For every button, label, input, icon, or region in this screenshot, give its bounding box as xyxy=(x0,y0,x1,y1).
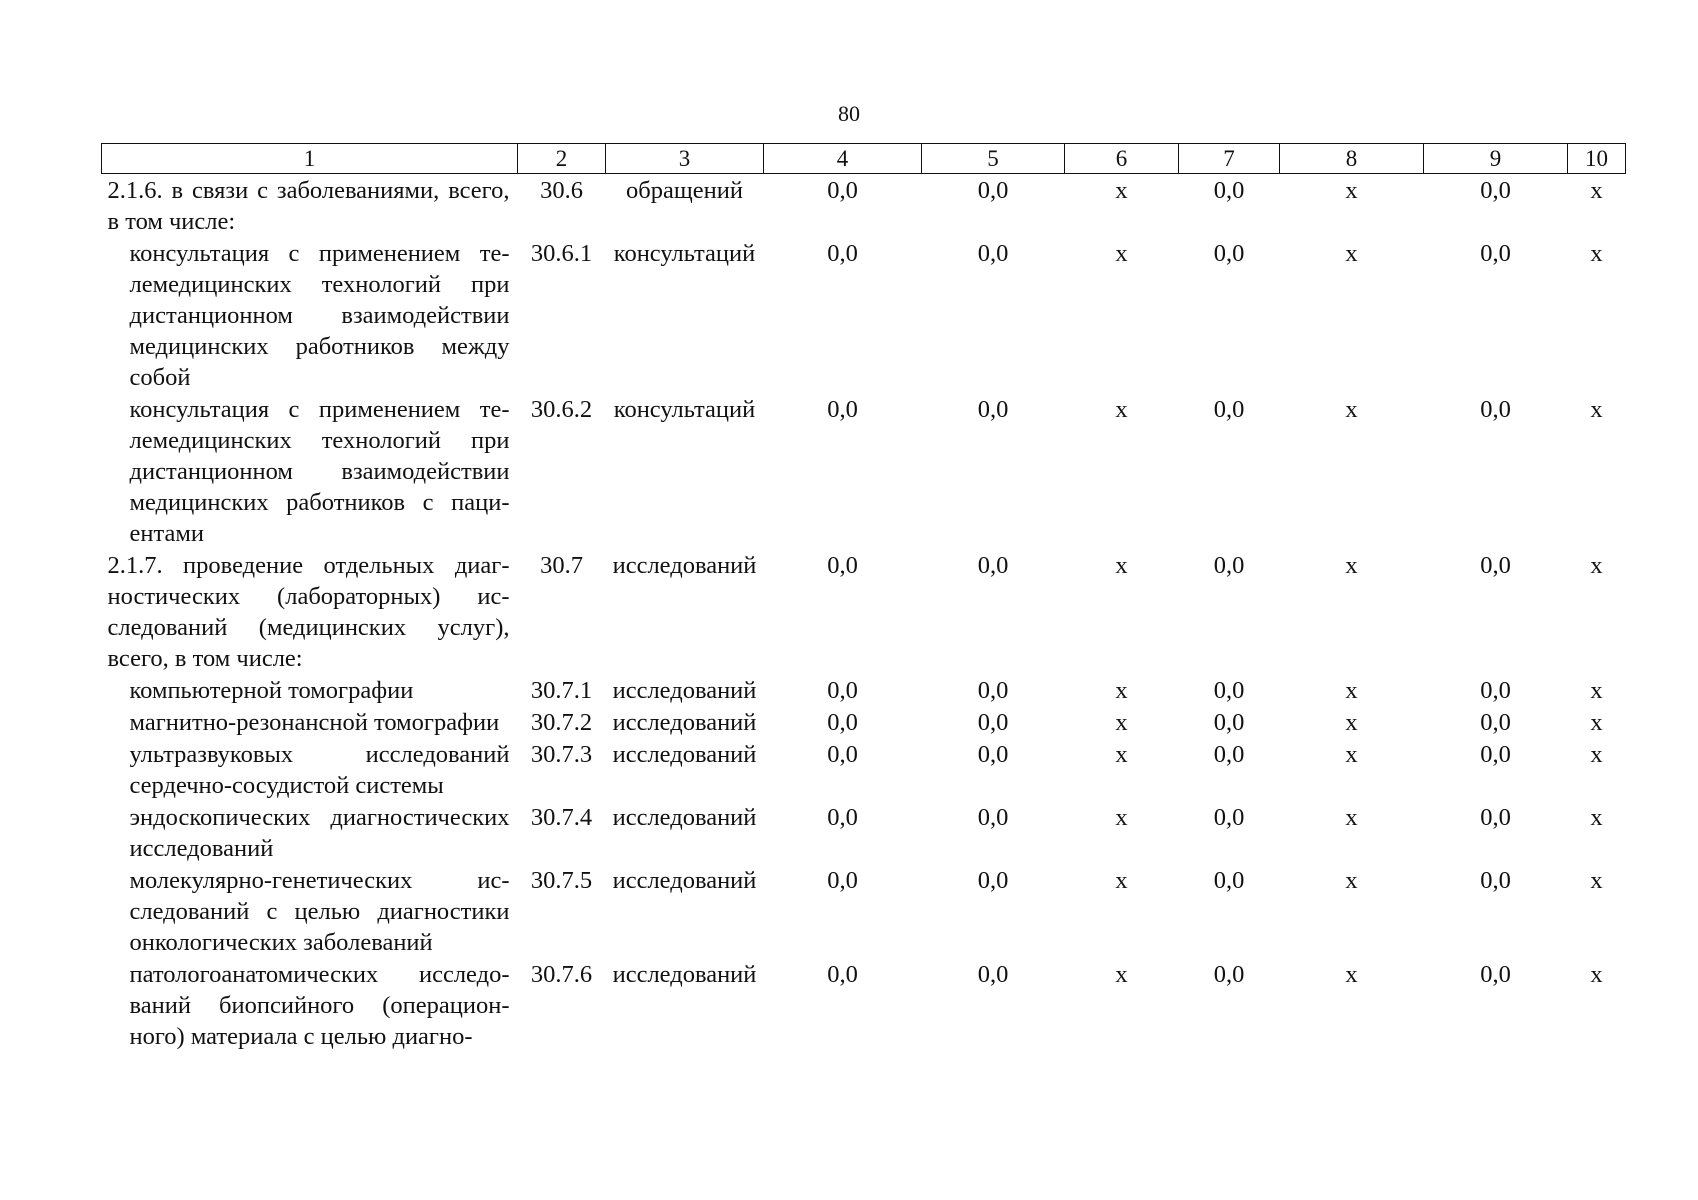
cell-unit: исследований xyxy=(612,552,757,579)
cell-v5: 0,0 xyxy=(977,240,1009,267)
cell-v10: х xyxy=(1590,741,1603,768)
table-row xyxy=(102,706,1626,738)
cell-v9: 0,0 xyxy=(1480,677,1511,704)
cell-v4: 0,0 xyxy=(827,741,858,768)
cell-name: молекулярно-генетических исследований с целью диагностики онкологических заболеваний xyxy=(129,867,510,956)
cell-code: 30.6.2 xyxy=(530,396,593,423)
column-header: 8 xyxy=(1280,144,1424,174)
column-header: 7 xyxy=(1179,144,1280,174)
cell-name: консультация с применением телемедицинских технологий при дистанционном взаимодействии медицинских работников с пациентами xyxy=(129,396,510,547)
cell-code: 30.7.5 xyxy=(530,867,593,894)
column-header: 1 xyxy=(102,144,518,174)
cell-v9: 0,0 xyxy=(1480,396,1511,423)
cell-v6: х xyxy=(1115,961,1128,988)
cell-v5: 0,0 xyxy=(977,552,1009,579)
cell-v7: 0,0 xyxy=(1213,677,1245,704)
cell-v9: 0,0 xyxy=(1480,804,1511,831)
cell-v7: 0,0 xyxy=(1213,804,1245,831)
cell-v8: х xyxy=(1345,677,1358,704)
cell-unit: исследований xyxy=(612,677,757,704)
cell-unit: консультаций xyxy=(613,240,756,267)
column-header: 4 xyxy=(764,144,922,174)
cell-code: 30.7.6 xyxy=(530,961,593,988)
cell-v9: 0,0 xyxy=(1480,709,1511,736)
cell-v10: х xyxy=(1590,961,1603,988)
cell-v7: 0,0 xyxy=(1213,867,1245,894)
cell-name: 2.1.6. в связи с заболеваниями, всего, в том числе: xyxy=(107,177,510,235)
cell-unit: исследований xyxy=(612,741,757,768)
cell-v5: 0,0 xyxy=(977,741,1009,768)
cell-v8: х xyxy=(1345,709,1358,736)
cell-v9: 0,0 xyxy=(1480,867,1511,894)
cell-v8: х xyxy=(1345,240,1358,267)
cell-v7: 0,0 xyxy=(1213,709,1245,736)
table-row xyxy=(102,237,1626,393)
column-header: 3 xyxy=(606,144,764,174)
column-header: 9 xyxy=(1424,144,1568,174)
table-row xyxy=(102,801,1626,864)
cell-name: эндоскопических диагностических исследований xyxy=(129,804,510,862)
column-header: 5 xyxy=(922,144,1065,174)
table-row xyxy=(102,958,1626,1052)
cell-v10: х xyxy=(1590,396,1603,423)
table-row xyxy=(102,864,1626,958)
cell-v7: 0,0 xyxy=(1213,177,1245,204)
cell-v7: 0,0 xyxy=(1213,741,1245,768)
cell-v4: 0,0 xyxy=(827,867,858,894)
cell-v8: х xyxy=(1345,741,1358,768)
table-row xyxy=(102,393,1626,549)
cell-v6: х xyxy=(1115,396,1128,423)
table-row xyxy=(102,674,1626,706)
cell-unit: консультаций xyxy=(613,396,756,423)
cell-v8: х xyxy=(1345,804,1358,831)
cell-v9: 0,0 xyxy=(1480,741,1511,768)
cell-v8: х xyxy=(1345,552,1358,579)
cell-v6: х xyxy=(1115,741,1128,768)
cell-v6: х xyxy=(1115,804,1128,831)
cell-v10: х xyxy=(1590,552,1603,579)
cell-v10: х xyxy=(1590,804,1603,831)
cell-v8: х xyxy=(1345,177,1358,204)
cell-v10: х xyxy=(1590,867,1603,894)
cell-v5: 0,0 xyxy=(977,961,1009,988)
cell-name: компьютерной томографии xyxy=(129,677,414,704)
cell-v4: 0,0 xyxy=(827,677,858,704)
cell-v7: 0,0 xyxy=(1213,552,1245,579)
cell-v9: 0,0 xyxy=(1480,961,1511,988)
cell-v10: х xyxy=(1590,677,1603,704)
cell-name: патологоанатомических исследований биопсийного (операционного) материала с целью диагно- xyxy=(129,961,510,1050)
cell-v10: х xyxy=(1590,709,1603,736)
cell-v4: 0,0 xyxy=(827,961,858,988)
cell-v7: 0,0 xyxy=(1213,396,1245,423)
cell-v5: 0,0 xyxy=(977,709,1009,736)
cell-v6: х xyxy=(1115,177,1128,204)
cell-v8: х xyxy=(1345,867,1358,894)
cell-v5: 0,0 xyxy=(977,177,1009,204)
table-body xyxy=(102,174,1626,1053)
cell-v4: 0,0 xyxy=(827,240,858,267)
cell-v4: 0,0 xyxy=(827,177,858,204)
cell-code: 30.7.1 xyxy=(530,677,593,704)
cell-v5: 0,0 xyxy=(977,804,1009,831)
cell-v8: х xyxy=(1345,396,1358,423)
cell-v4: 0,0 xyxy=(827,552,858,579)
cell-v5: 0,0 xyxy=(977,867,1009,894)
cell-code: 30.7 xyxy=(540,552,583,579)
cell-v6: х xyxy=(1115,867,1128,894)
cell-name: магнитно-резонансной томографии xyxy=(129,709,500,736)
column-header: 10 xyxy=(1568,144,1626,174)
cell-unit: обращений xyxy=(626,177,743,204)
cell-v9: 0,0 xyxy=(1480,552,1511,579)
cell-v9: 0,0 xyxy=(1480,177,1511,204)
cell-v10: х xyxy=(1590,177,1603,204)
cell-v6: х xyxy=(1115,240,1128,267)
cell-v10: х xyxy=(1590,240,1603,267)
cell-code: 30.7.4 xyxy=(530,804,593,831)
page-number: 80 xyxy=(838,101,860,126)
cell-name: 2.1.7. проведение отдельных диагностических (лабораторных) исследований (медицинских услуг), всего, в том числе: xyxy=(107,552,510,672)
cell-unit: исследований xyxy=(612,709,757,736)
table-row xyxy=(102,549,1626,674)
table-header xyxy=(102,144,1626,174)
cell-code: 30.7.2 xyxy=(530,709,593,736)
table-row xyxy=(102,738,1626,801)
cell-v4: 0,0 xyxy=(827,709,858,736)
cell-v7: 0,0 xyxy=(1213,240,1245,267)
cell-v5: 0,0 xyxy=(977,396,1009,423)
cell-code: 30.7.3 xyxy=(530,741,593,768)
column-header: 6 xyxy=(1065,144,1179,174)
cell-v5: 0,0 xyxy=(977,677,1009,704)
cell-v4: 0,0 xyxy=(827,396,858,423)
cell-unit: исследований xyxy=(612,867,757,894)
cell-v7: 0,0 xyxy=(1213,961,1245,988)
cell-name: консультация с применением телемедицинских технологий при дистанционном взаимодействии медицинских работников между собой xyxy=(129,240,510,391)
cell-v6: х xyxy=(1115,552,1128,579)
column-header: 2 xyxy=(518,144,606,174)
cell-v8: х xyxy=(1345,961,1358,988)
cell-unit: исследований xyxy=(612,961,757,988)
cell-code: 30.6 xyxy=(540,177,583,204)
data-table xyxy=(101,143,1626,1052)
cell-v9: 0,0 xyxy=(1480,240,1511,267)
cell-v6: х xyxy=(1115,677,1128,704)
cell-v4: 0,0 xyxy=(827,804,858,831)
table-row xyxy=(102,174,1626,238)
cell-name: ультразвуковых исследований сердечно-сосудистой системы xyxy=(129,741,510,799)
cell-unit: исследований xyxy=(612,804,757,831)
cell-code: 30.6.1 xyxy=(530,240,593,267)
cell-v6: х xyxy=(1115,709,1128,736)
